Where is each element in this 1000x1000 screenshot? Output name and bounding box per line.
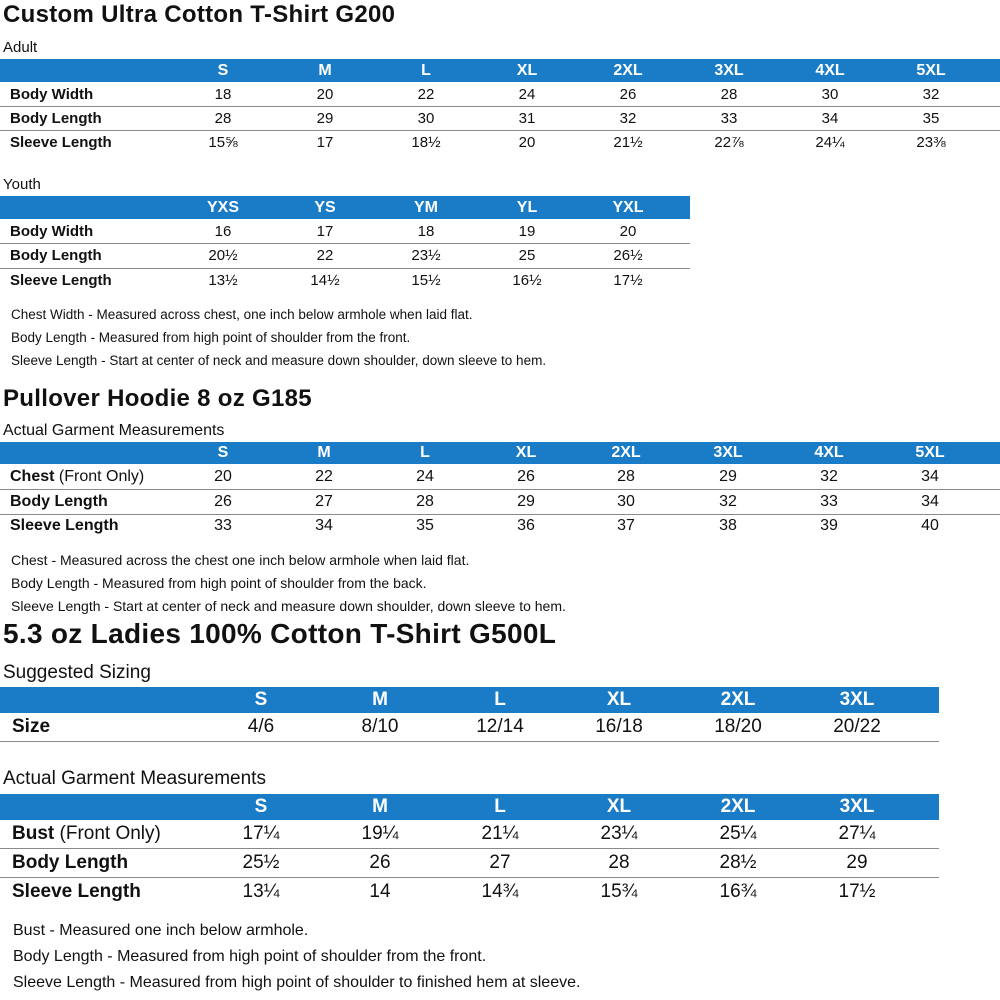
- table-row: [0, 107, 1000, 131]
- measurement-note: Chest Width - Measured across chest, one inch below armhole when laid flat.: [11, 307, 473, 322]
- g500l-title: 5.3 oz Ladies 100% Cotton T-Shirt G500L: [3, 618, 557, 649]
- table-cell: 16¾: [719, 881, 757, 902]
- table-cell: 38: [719, 517, 737, 534]
- g200-adult-header: [0, 59, 1000, 82]
- size-header: S: [254, 796, 268, 817]
- size-header: 2XL: [611, 444, 641, 461]
- table-cell: 27: [315, 493, 333, 510]
- row-label: Body Width: [10, 86, 94, 103]
- table-cell: 28½: [719, 852, 757, 873]
- row-label: Sleeve Length: [10, 134, 112, 151]
- measurement-note: Sleeve Length - Start at center of neck and measure down shoulder, down sleeve to hem.: [11, 353, 547, 368]
- size-header: 2XL: [720, 689, 756, 710]
- table-cell: 23⅜: [916, 134, 946, 151]
- table-cell: 18/20: [714, 716, 762, 737]
- table-row: [0, 83, 1000, 107]
- row-label: Body Length: [12, 852, 129, 873]
- table-cell: 35: [416, 517, 434, 534]
- table-cell: 32: [719, 493, 737, 510]
- g200-youth-label: Youth: [3, 176, 41, 193]
- size-header: M: [372, 689, 388, 710]
- table-cell: 14½: [310, 272, 340, 289]
- size-header: YL: [516, 199, 538, 216]
- table-row: [0, 514, 1000, 538]
- g185-subtitle: Actual Garment Measurements: [3, 422, 225, 439]
- row-label: Sleeve Length: [10, 272, 112, 289]
- table-cell: 27¼: [838, 823, 876, 844]
- size-header: S: [217, 444, 229, 461]
- table-cell: 23¼: [600, 823, 638, 844]
- table-row: [0, 713, 939, 742]
- size-header: L: [420, 444, 430, 461]
- table-cell: 16/18: [595, 716, 643, 737]
- table-cell: 19: [518, 223, 536, 240]
- table-cell: 24: [416, 468, 434, 485]
- table-row: [0, 244, 690, 269]
- row-label: Body Length: [10, 493, 108, 510]
- table-row: [0, 269, 690, 292]
- g500l-suggested-header: [0, 687, 939, 713]
- table-cell: 21½: [613, 134, 643, 151]
- table-cell: 24¼: [815, 134, 845, 151]
- table-cell: 25: [518, 247, 536, 264]
- size-header: 5XL: [915, 444, 945, 461]
- table-row: [0, 849, 939, 878]
- size-header: 5XL: [916, 62, 946, 79]
- table-cell: 24: [518, 86, 536, 103]
- size-header: 4XL: [815, 62, 845, 79]
- table-cell: 13¼: [242, 881, 280, 902]
- table-cell: 32: [619, 110, 637, 127]
- table-cell: 40: [921, 517, 939, 534]
- table-cell: 17: [316, 134, 334, 151]
- table-cell: 8/10: [361, 716, 399, 737]
- row-label: [10, 465, 144, 489]
- table-row: [0, 490, 1000, 515]
- table-cell: 29: [316, 110, 334, 127]
- size-header: M: [318, 62, 332, 79]
- g200-youth-header: [0, 196, 690, 219]
- g500l-actual-header: [0, 794, 939, 820]
- row-label: Body Length: [10, 110, 102, 127]
- size-header: 4XL: [814, 444, 844, 461]
- table-row: [0, 878, 939, 906]
- size-header: M: [372, 796, 388, 817]
- size-header: XL: [606, 689, 632, 710]
- size-header: YXS: [206, 199, 240, 216]
- row-label-suffix: (Front Only): [54, 823, 161, 844]
- table-cell: 31: [518, 110, 536, 127]
- size-header: L: [494, 689, 506, 710]
- g500l-suggested-label: Suggested Sizing: [3, 662, 151, 683]
- table-cell: 30: [417, 110, 435, 127]
- table-cell: 20: [619, 223, 637, 240]
- g185-header: [0, 442, 1000, 464]
- table-cell: 26½: [613, 247, 643, 264]
- g200-adult-label: Adult: [3, 39, 38, 56]
- table-cell: 28: [617, 468, 635, 485]
- row-label: [12, 820, 161, 848]
- table-cell: 15½: [411, 272, 441, 289]
- size-header: L: [494, 796, 506, 817]
- table-cell: 18: [214, 86, 232, 103]
- row-label: Body Length: [10, 247, 102, 264]
- size-header: L: [421, 62, 431, 79]
- table-cell: 16½: [512, 272, 542, 289]
- table-cell: 21¼: [481, 823, 519, 844]
- measurement-note: Body Length - Measured from high point of shoulder from the front.: [11, 330, 411, 345]
- table-cell: 25¼: [719, 823, 757, 844]
- table-cell: 22: [417, 86, 435, 103]
- table-cell: 13½: [208, 272, 238, 289]
- table-cell: 33: [820, 493, 838, 510]
- table-cell: 20: [518, 134, 536, 151]
- table-cell: 34: [921, 468, 939, 485]
- table-cell: 15⅝: [208, 134, 238, 151]
- size-header: 3XL: [839, 689, 875, 710]
- table-cell: 26: [619, 86, 637, 103]
- table-cell: 29: [846, 852, 868, 873]
- table-cell: 26: [369, 852, 391, 873]
- table-cell: 20: [214, 468, 232, 485]
- table-cell: 17½: [613, 272, 643, 289]
- table-cell: 33: [720, 110, 738, 127]
- row-label: Sleeve Length: [12, 881, 141, 902]
- size-header: XL: [515, 444, 537, 461]
- size-header: M: [317, 444, 331, 461]
- table-cell: 19¼: [361, 823, 399, 844]
- table-cell: 12/14: [476, 716, 524, 737]
- table-cell: 25½: [242, 852, 280, 873]
- size-header: 3XL: [839, 796, 875, 817]
- g185-title: Pullover Hoodie 8 oz G185: [3, 385, 312, 412]
- table-cell: 32: [922, 86, 940, 103]
- table-cell: 32: [820, 468, 838, 485]
- table-cell: 18½: [411, 134, 441, 151]
- table-cell: 18: [417, 223, 435, 240]
- size-header: YXL: [612, 199, 644, 216]
- measurement-note: Body Length - Measured from high point of shoulder from the back.: [11, 575, 427, 591]
- table-row: [0, 131, 1000, 154]
- table-cell: 30: [617, 493, 635, 510]
- table-cell: 22: [316, 247, 334, 264]
- table-cell: 39: [820, 517, 838, 534]
- table-cell: 35: [922, 110, 940, 127]
- measurement-note: Sleeve Length - Measured from high point of shoulder to finished hem at sleeve.: [13, 974, 581, 991]
- size-header: S: [217, 62, 229, 79]
- table-cell: 30: [821, 86, 839, 103]
- size-header: XL: [606, 796, 632, 817]
- row-label: Size: [12, 716, 51, 737]
- size-header: 2XL: [613, 62, 643, 79]
- g500l-actual-label: Actual Garment Measurements: [3, 768, 266, 789]
- table-cell: 15¾: [600, 881, 638, 902]
- measurement-note: Chest - Measured across the chest one inch below armhole when laid flat.: [11, 552, 470, 568]
- table-cell: 37: [617, 517, 635, 534]
- size-header: YM: [414, 199, 438, 216]
- table-cell: 27: [489, 852, 511, 873]
- table-cell: 28: [608, 852, 630, 873]
- table-cell: 4/6: [247, 716, 275, 737]
- table-cell: 34: [921, 493, 939, 510]
- table-cell: 28: [720, 86, 738, 103]
- table-cell: 34: [821, 110, 839, 127]
- table-cell: 14¾: [481, 881, 519, 902]
- row-label: Sleeve Length: [10, 517, 119, 534]
- size-header: S: [254, 689, 268, 710]
- table-cell: 29: [719, 468, 737, 485]
- table-cell: 28: [214, 110, 232, 127]
- measurement-note: Sleeve Length - Start at center of neck and measure down shoulder, down sleeve to hem.: [11, 598, 566, 614]
- g200-title: Custom Ultra Cotton T-Shirt G200: [3, 1, 396, 28]
- table-cell: 16: [214, 223, 232, 240]
- table-cell: 26: [517, 468, 535, 485]
- table-row: [0, 820, 939, 849]
- measurement-note: Bust - Measured one inch below armhole.: [13, 922, 309, 939]
- table-cell: 36: [517, 517, 535, 534]
- row-label-suffix: (Front Only): [54, 468, 145, 485]
- table-cell: 23½: [411, 247, 441, 264]
- table-cell: 17½: [838, 881, 876, 902]
- table-cell: 22: [315, 468, 333, 485]
- row-label-text: Bust: [12, 823, 55, 844]
- table-cell: 26: [214, 493, 232, 510]
- size-header: 3XL: [714, 62, 744, 79]
- table-cell: 33: [214, 517, 232, 534]
- size-header: 3XL: [713, 444, 743, 461]
- row-label-text: Chest: [10, 468, 55, 485]
- table-row: [0, 220, 690, 244]
- table-cell: 34: [315, 517, 333, 534]
- size-header: 2XL: [720, 796, 756, 817]
- table-row: [0, 465, 1000, 490]
- table-cell: 17¼: [242, 823, 280, 844]
- measurement-note: Body Length - Measured from high point of shoulder from the front.: [13, 948, 487, 965]
- table-cell: 29: [517, 493, 535, 510]
- table-cell: 20½: [208, 247, 238, 264]
- table-cell: 22⅞: [714, 134, 744, 151]
- size-header: YS: [314, 199, 336, 216]
- table-cell: 20/22: [833, 716, 881, 737]
- size-header: XL: [516, 62, 538, 79]
- table-cell: 14: [369, 881, 391, 902]
- row-label: Body Width: [10, 223, 94, 240]
- table-cell: 28: [416, 493, 434, 510]
- table-cell: 20: [316, 86, 334, 103]
- table-cell: 17: [316, 223, 334, 240]
